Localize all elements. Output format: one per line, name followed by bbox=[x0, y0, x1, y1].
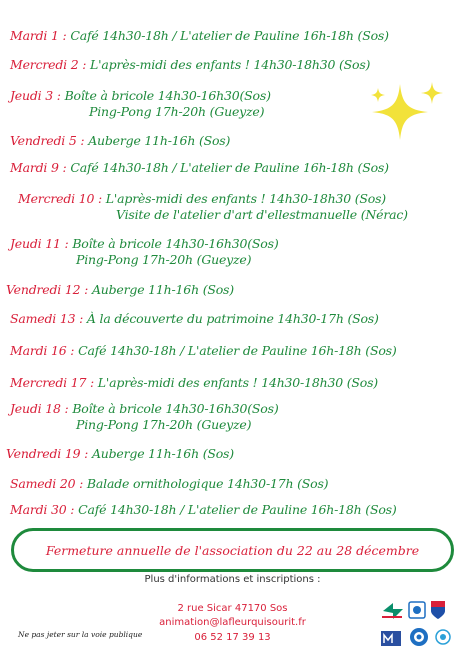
closure-banner bbox=[11, 528, 454, 572]
schedule-row bbox=[18, 191, 386, 207]
schedule-row bbox=[10, 88, 271, 104]
separator: : bbox=[66, 343, 79, 358]
schedule-day: Mercredi 17 bbox=[10, 375, 87, 390]
sparkles-icon bbox=[370, 78, 450, 148]
region-logo bbox=[408, 601, 426, 619]
separator: : bbox=[60, 401, 73, 416]
separator: : bbox=[75, 476, 87, 491]
separator: : bbox=[76, 133, 89, 148]
schedule-row bbox=[10, 133, 230, 149]
schedule-activity: Balade ornithologique 14h30-17h (Sos) bbox=[86, 476, 329, 491]
schedule-day: Mardi 30 bbox=[10, 502, 67, 517]
separator: : bbox=[58, 28, 71, 43]
schedule-day: Vendredi 5 bbox=[10, 133, 77, 148]
schedule-day: Mercredi 2 bbox=[10, 57, 79, 72]
schedule-day: Samedi 20 bbox=[10, 476, 76, 491]
schedule-day: Mardi 9 bbox=[10, 160, 59, 175]
separator: : bbox=[80, 282, 92, 297]
schedule-extra: Ping-Pong 17h-20h (Gueyze) bbox=[89, 104, 265, 119]
credit-agricole-logo bbox=[380, 601, 406, 621]
schedule-day: Mercredi 10 bbox=[18, 191, 95, 206]
schedule-row bbox=[10, 57, 370, 73]
separator: : bbox=[66, 502, 79, 517]
schedule-extra: Ping-Pong 17h-20h (Gueyze) bbox=[76, 252, 252, 267]
separator: : bbox=[53, 88, 65, 103]
address: 2 rue Sicar 47170 Sos bbox=[177, 603, 288, 614]
schedule-row bbox=[10, 343, 397, 359]
separator: : bbox=[78, 57, 91, 72]
schedule-day: Jeudi 18 bbox=[10, 401, 61, 416]
closure-text: Fermeture annuelle de l'association du 22 au 28 décembre bbox=[45, 542, 420, 558]
schedule-activity: Café 14h30-18h / L'atelier de Pauline 16h-18h (Sos) bbox=[78, 343, 397, 358]
schedule-activity: À la découverte du patrimoine 14h30-17h (Sos) bbox=[86, 311, 379, 326]
footnote: Ne pas jeter sur la voie publique bbox=[18, 630, 143, 639]
separator: : bbox=[80, 446, 92, 461]
msa-logo bbox=[380, 628, 402, 648]
schedule-activity: Café 14h30-18h / L'atelier de Pauline 16h-18h (Sos) bbox=[78, 502, 397, 517]
separator: : bbox=[58, 160, 71, 175]
partner-logo bbox=[430, 600, 446, 620]
email-link[interactable]: animation@lafleurquisourit.fr bbox=[159, 617, 306, 628]
schedule-activity: Boîte à bricole 14h30-16h30(Sos) bbox=[72, 401, 279, 416]
schedule-activity: Auberge 11h-16h (Sos) bbox=[88, 133, 231, 148]
caf-logo bbox=[406, 626, 432, 648]
schedule-activity: Boîte à bricole 14h30-16h30(Sos) bbox=[64, 88, 271, 103]
phone-number: 06 52 17 39 13 bbox=[194, 632, 271, 643]
schedule-day: Jeudi 3 bbox=[10, 88, 53, 103]
schedule-row bbox=[10, 236, 279, 252]
separator: : bbox=[94, 191, 106, 206]
schedule-row bbox=[10, 502, 397, 518]
schedule-activity: Auberge 11h-16h (Sos) bbox=[91, 282, 234, 297]
schedule-row bbox=[10, 311, 379, 327]
separator: : bbox=[60, 236, 73, 251]
schedule-row bbox=[10, 28, 389, 44]
schedule-day: Vendredi 12 bbox=[6, 282, 81, 297]
schedule-activity: L'après-midi des enfants ! 14h30-18h30 (Sos) bbox=[97, 375, 378, 390]
schedule-activity: L'après-midi des enfants ! 14h30-18h30 (Sos) bbox=[105, 191, 386, 206]
schedule-row bbox=[10, 160, 389, 176]
separator: : bbox=[75, 311, 87, 326]
info-title: Plus d'informations et inscriptions : bbox=[144, 574, 321, 585]
schedule-day: Vendredi 19 bbox=[6, 446, 81, 461]
schedule-activity: Boîte à bricole 14h30-16h30(Sos) bbox=[72, 236, 279, 251]
schedule-activity: Café 14h30-18h / L'atelier de Pauline 16h-18h (Sos) bbox=[70, 28, 389, 43]
schedule-row bbox=[6, 282, 234, 298]
schedule-activity: Auberge 11h-16h (Sos) bbox=[91, 446, 234, 461]
schedule-day: Jeudi 11 bbox=[10, 236, 61, 251]
schedule-extra: Ping-Pong 17h-20h (Gueyze) bbox=[76, 417, 252, 432]
schedule-extra: Visite de l'atelier d'art d'ellestmanuelle (Nérac) bbox=[116, 207, 408, 222]
schedule-day: Mardi 1 bbox=[10, 28, 59, 43]
separator: : bbox=[86, 375, 98, 390]
schedule-activity: Café 14h30-18h / L'atelier de Pauline 16h-18h (Sos) bbox=[70, 160, 389, 175]
schedule-row bbox=[10, 375, 378, 391]
schedule-row bbox=[6, 446, 234, 462]
schedule-day: Mardi 16 bbox=[10, 343, 67, 358]
departement-logo bbox=[434, 627, 452, 647]
schedule-row bbox=[10, 476, 328, 492]
schedule-row bbox=[10, 401, 279, 417]
schedule-activity: L'après-midi des enfants ! 14h30-18h30 (Sos) bbox=[90, 57, 371, 72]
schedule-day: Samedi 13 bbox=[10, 311, 76, 326]
